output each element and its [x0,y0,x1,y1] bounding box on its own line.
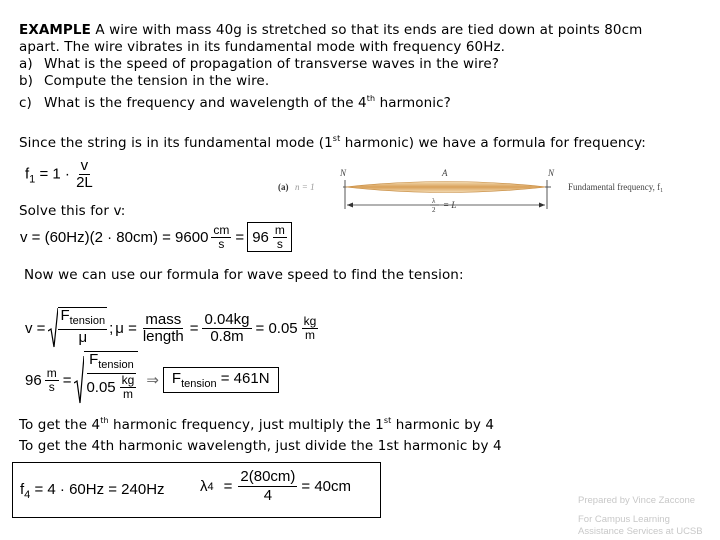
eq-v-eq2: = [235,228,245,246]
part-b [19,73,269,90]
eq-v-unit1-num: cm [213,222,230,237]
eq-speed-sep: ; [109,319,114,337]
eq-v-unit1-den: s [218,236,225,251]
eq-speed-mu: μ = [115,319,137,337]
part-a-text: What is the speed of propagation of transverse waves in the wire? [44,56,500,72]
eq-v-boxed-value: 96 [252,228,269,246]
eq-v-boxed [247,222,292,252]
eq-speed-root-num [58,308,107,330]
eq-speed-kg-den: 0.8m [210,327,244,345]
eq-f1-lhs: f [25,165,30,183]
eq-tension-result-val: = 461N [220,370,270,387]
credit-line-2: For Campus Learning [578,514,670,525]
eq-speed-root [58,307,107,346]
eq-tension-lhs-unit [45,367,59,394]
eq-tension-root-num [87,352,136,374]
node-left-label: N [340,168,347,178]
eq-f1 [25,158,95,191]
fourth-freq-sup2: st [383,416,392,425]
part-c-text: What is the frequency and wavelength of the 4 [44,95,367,111]
eq-tension-root-sub: tension [98,359,134,371]
eq-speed-unit-num: kg [303,313,317,328]
eq-final-lam-sub: 4 [207,480,214,493]
solve-line: Solve this for v: [19,203,126,219]
lambda-den: 2 [432,206,436,214]
eq-speed-mass-den: length [142,327,184,345]
figure-label: (a) [278,182,289,192]
eq-speed-unit-den: m [305,327,315,342]
eq-final-lam-frac [238,468,297,505]
figure-caption-text: Fundamental frequency, f [568,182,661,192]
eq-f1-sub: 1 [29,173,36,186]
eq-speed-eq: = [189,319,199,337]
part-c-marker: c) [19,95,32,111]
eq-speed-kg-frac [202,312,251,345]
fundamental-line-sup: st [332,134,341,143]
fourth-wave-line: To get the 4th harmonic wavelength, just divide the 1st harmonic by 4 [19,438,502,454]
fourth-freq-c: harmonic by 4 [391,417,495,433]
part-c-end: harmonic? [375,95,451,111]
part-c [19,90,451,112]
fourth-freq-sup: th [100,416,109,425]
figure-caption-sub: 1 [660,188,664,194]
standing-wave-figure [275,163,695,218]
eq-tension-eq: = [62,371,72,389]
eq-speed-unit [302,315,319,342]
problem-intro: A wire with mass 40g is stretched so that its ends are tied down at points 80cm [95,22,643,38]
eq-final-lam-lhs: λ [200,478,208,495]
eq-final-lam-rhs: = 40cm [301,478,352,495]
eq-tension-root-den-unit-den: m [123,387,133,401]
fundamental-line-a: Since the string is in its fundamental mode (1 [19,135,333,151]
sqrt-sign-icon [48,307,58,349]
eq-tension-lhs-unit-num: m [46,365,57,380]
eq-final-f-rhs: = 4 · 60Hz = 240Hz [34,481,165,498]
eq-final-lambda [200,468,351,505]
eq-v-lhs: v = (60Hz)(2 · 80cm) = 9600 [20,228,209,246]
part-a-marker: a) [19,56,33,72]
problem-heading [19,22,642,39]
eq-tension-lhs-unit-den: s [48,379,55,394]
eq-v-unit2 [273,224,287,251]
fourth-freq-a: To get the 4 [19,417,101,433]
figure-caption [568,182,663,194]
eq-speed-mass-num: mass [145,310,182,328]
eq-speed-root-den: μ [78,328,88,346]
eq-tension-result [163,367,279,393]
part-b-marker: b) [19,73,34,89]
eq-speed [25,307,318,349]
eq-tension-root-den [84,374,138,401]
length-arrowhead-left-icon [347,203,353,208]
fundamental-line [19,130,646,152]
sqrt-sign-icon-2 [74,355,84,405]
eq-f1-num: v [80,157,89,174]
fourth-freq-line [19,412,494,434]
fundamental-line-b: harmonic) we have a formula for frequency: [340,135,646,151]
eq-f1-frac [74,158,95,191]
node-right-label: N [548,168,555,178]
figure-n-label: n = 1 [295,182,315,192]
eq-v-unit2-den: s [276,236,283,251]
credit-line-3: Assistance Services at UCSB [578,526,703,537]
eq-tension-root-den-val: 0.05 [86,378,116,396]
eq-f1-eq: = 1 · [39,165,70,183]
implies-arrow-icon: ⇒ [146,372,159,389]
part-c-sup: th [366,94,376,103]
eq-tension [25,351,279,405]
eq-v [20,222,292,252]
example-label: EXAMPLE [19,22,91,38]
eq-final-lam-eq: = [223,478,233,495]
eq-tension-root-f: F [89,351,99,368]
eq-speed-lhs: v = [25,319,46,337]
lambda-rhs: = L [443,200,457,210]
tension-line: Now we can use our formula for wave speed to find the tension: [24,267,464,283]
antinode-label: A [442,168,448,178]
fundamental-lobe [345,182,547,193]
eq-speed-root-f: F [60,306,70,324]
fourth-freq-b: harmonic frequency, just multiply the 1 [108,417,384,433]
part-a [19,56,499,73]
eq-v-unit1 [211,224,231,251]
eq-tension-root-den-unit-num: kg [121,373,135,387]
eq-speed-kg-num: 0.04kg [204,310,250,328]
eq-final-f-sub: 4 [24,489,31,501]
part-b-text: Compute the tension in the wire. [44,73,270,89]
problem-intro-cont: apart. The wire vibrates in its fundamental mode with frequency 60Hz. [19,39,506,55]
eq-speed-eq2: = 0.05 [255,319,298,337]
eq-final-f [20,481,165,501]
length-arrowhead-right-icon [539,203,545,208]
eq-speed-mass-frac [141,312,186,345]
eq-final-lam-num: 2(80cm) [240,468,296,485]
eq-final-lam-den: 4 [263,487,273,504]
eq-tension-lhs: 96 [25,371,42,389]
eq-speed-root-sub: tension [69,314,106,327]
credit-line-1: Prepared by Vince Zaccone [578,495,696,506]
eq-tension-root-den-unit [120,374,137,401]
eq-f1-den: 2L [76,174,93,191]
eq-tension-root [84,351,138,401]
eq-tension-result-f: F [171,370,182,387]
eq-tension-result-sub: tension [181,378,217,390]
eq-final-f-lhs: f [20,481,25,498]
lambda-num: λ [432,197,436,205]
eq-v-unit2-num: m [274,222,285,237]
